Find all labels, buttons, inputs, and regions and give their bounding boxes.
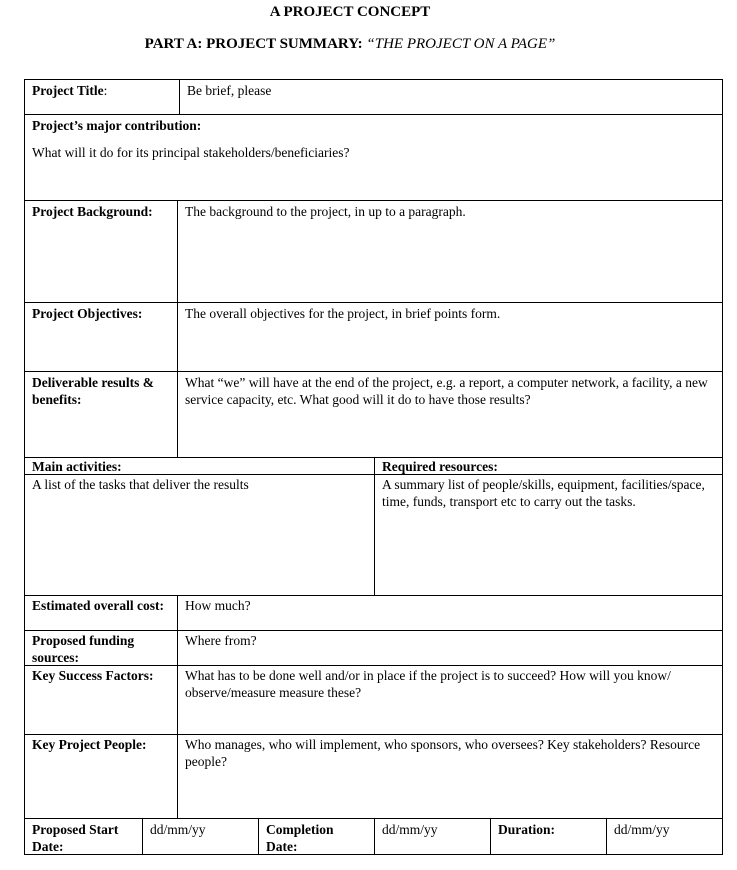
people-field[interactable]: Who manages, who will implement, who sponsors, who oversees? Key stakeholders? Resource people?	[177, 735, 722, 818]
row-funding	[24, 631, 723, 666]
resources-label: Required resources:	[375, 458, 722, 475]
success-field[interactable]: What has to be done well and/or in place if the project is to succeed? How will you know/ observe/measure measure these?	[177, 666, 722, 734]
people-label: Key Project People:	[32, 737, 147, 752]
row-cost	[24, 596, 723, 631]
contribution-label: Project’s major contribution:	[32, 118, 202, 133]
row-dates	[24, 819, 723, 855]
resources-field[interactable]: A summary list of people/skills, equipment, facilities/space, time, funds, transport etc to carry out the tasks.	[382, 477, 705, 509]
activities-label: Main activities:	[25, 458, 374, 475]
subtitle-bold: PART A: PROJECT SUMMARY:	[144, 36, 363, 52]
objectives-label: Project Objectives:	[32, 306, 143, 321]
duration-field[interactable]: dd/mm/yy	[606, 819, 722, 854]
document-title: A PROJECT CONCEPT	[269, 4, 431, 20]
funding-field[interactable]: Where from?	[177, 631, 722, 665]
contribution-cell[interactable]	[25, 115, 722, 200]
background-label: Project Background:	[32, 204, 153, 219]
row-project-title	[24, 79, 723, 115]
duration-label: Duration:	[490, 819, 606, 854]
row-key-people	[24, 735, 723, 819]
document-subtitle	[0, 36, 700, 53]
activities-column	[25, 458, 374, 595]
row-objectives	[24, 303, 723, 372]
funding-label: Proposed funding sources:	[32, 633, 135, 665]
row-activities-resources	[24, 458, 723, 596]
row-deliverables	[24, 372, 723, 458]
start-date-field[interactable]: dd/mm/yy	[142, 819, 258, 854]
deliverables-label: Deliverable results & benefits:	[32, 375, 154, 407]
row-success-factors	[24, 666, 723, 735]
start-date-label: Proposed Start Date:	[32, 822, 119, 854]
completion-date-label: Completion Date:	[258, 819, 374, 854]
objectives-field[interactable]: The overall objectives for the project, in brief points form.	[177, 303, 722, 371]
subtitle-italic: “THE PROJECT ON A PAGE”	[366, 36, 556, 52]
cost-field[interactable]: How much?	[177, 596, 722, 630]
resources-column	[374, 458, 722, 595]
project-title-label: Project Title:	[32, 83, 108, 98]
row-contribution	[24, 115, 723, 201]
success-label: Key Success Factors:	[32, 668, 154, 683]
activities-field[interactable]: A list of the tasks that deliver the results	[32, 477, 249, 492]
background-field[interactable]: The background to the project, in up to a paragraph.	[177, 201, 722, 302]
cost-label: Estimated overall cost:	[32, 598, 164, 613]
deliverables-field[interactable]: What “we” will have at the end of the project, e.g. a report, a computer network, a facility, a new service capacity, etc. What good will it do to have those results?	[177, 372, 722, 457]
contribution-prompt: What will it do for its principal stakeholders/beneficiaries?	[32, 145, 350, 160]
completion-date-field[interactable]: dd/mm/yy	[374, 819, 490, 854]
project-title-field[interactable]: Be brief, please	[179, 80, 722, 114]
row-background	[24, 201, 723, 303]
